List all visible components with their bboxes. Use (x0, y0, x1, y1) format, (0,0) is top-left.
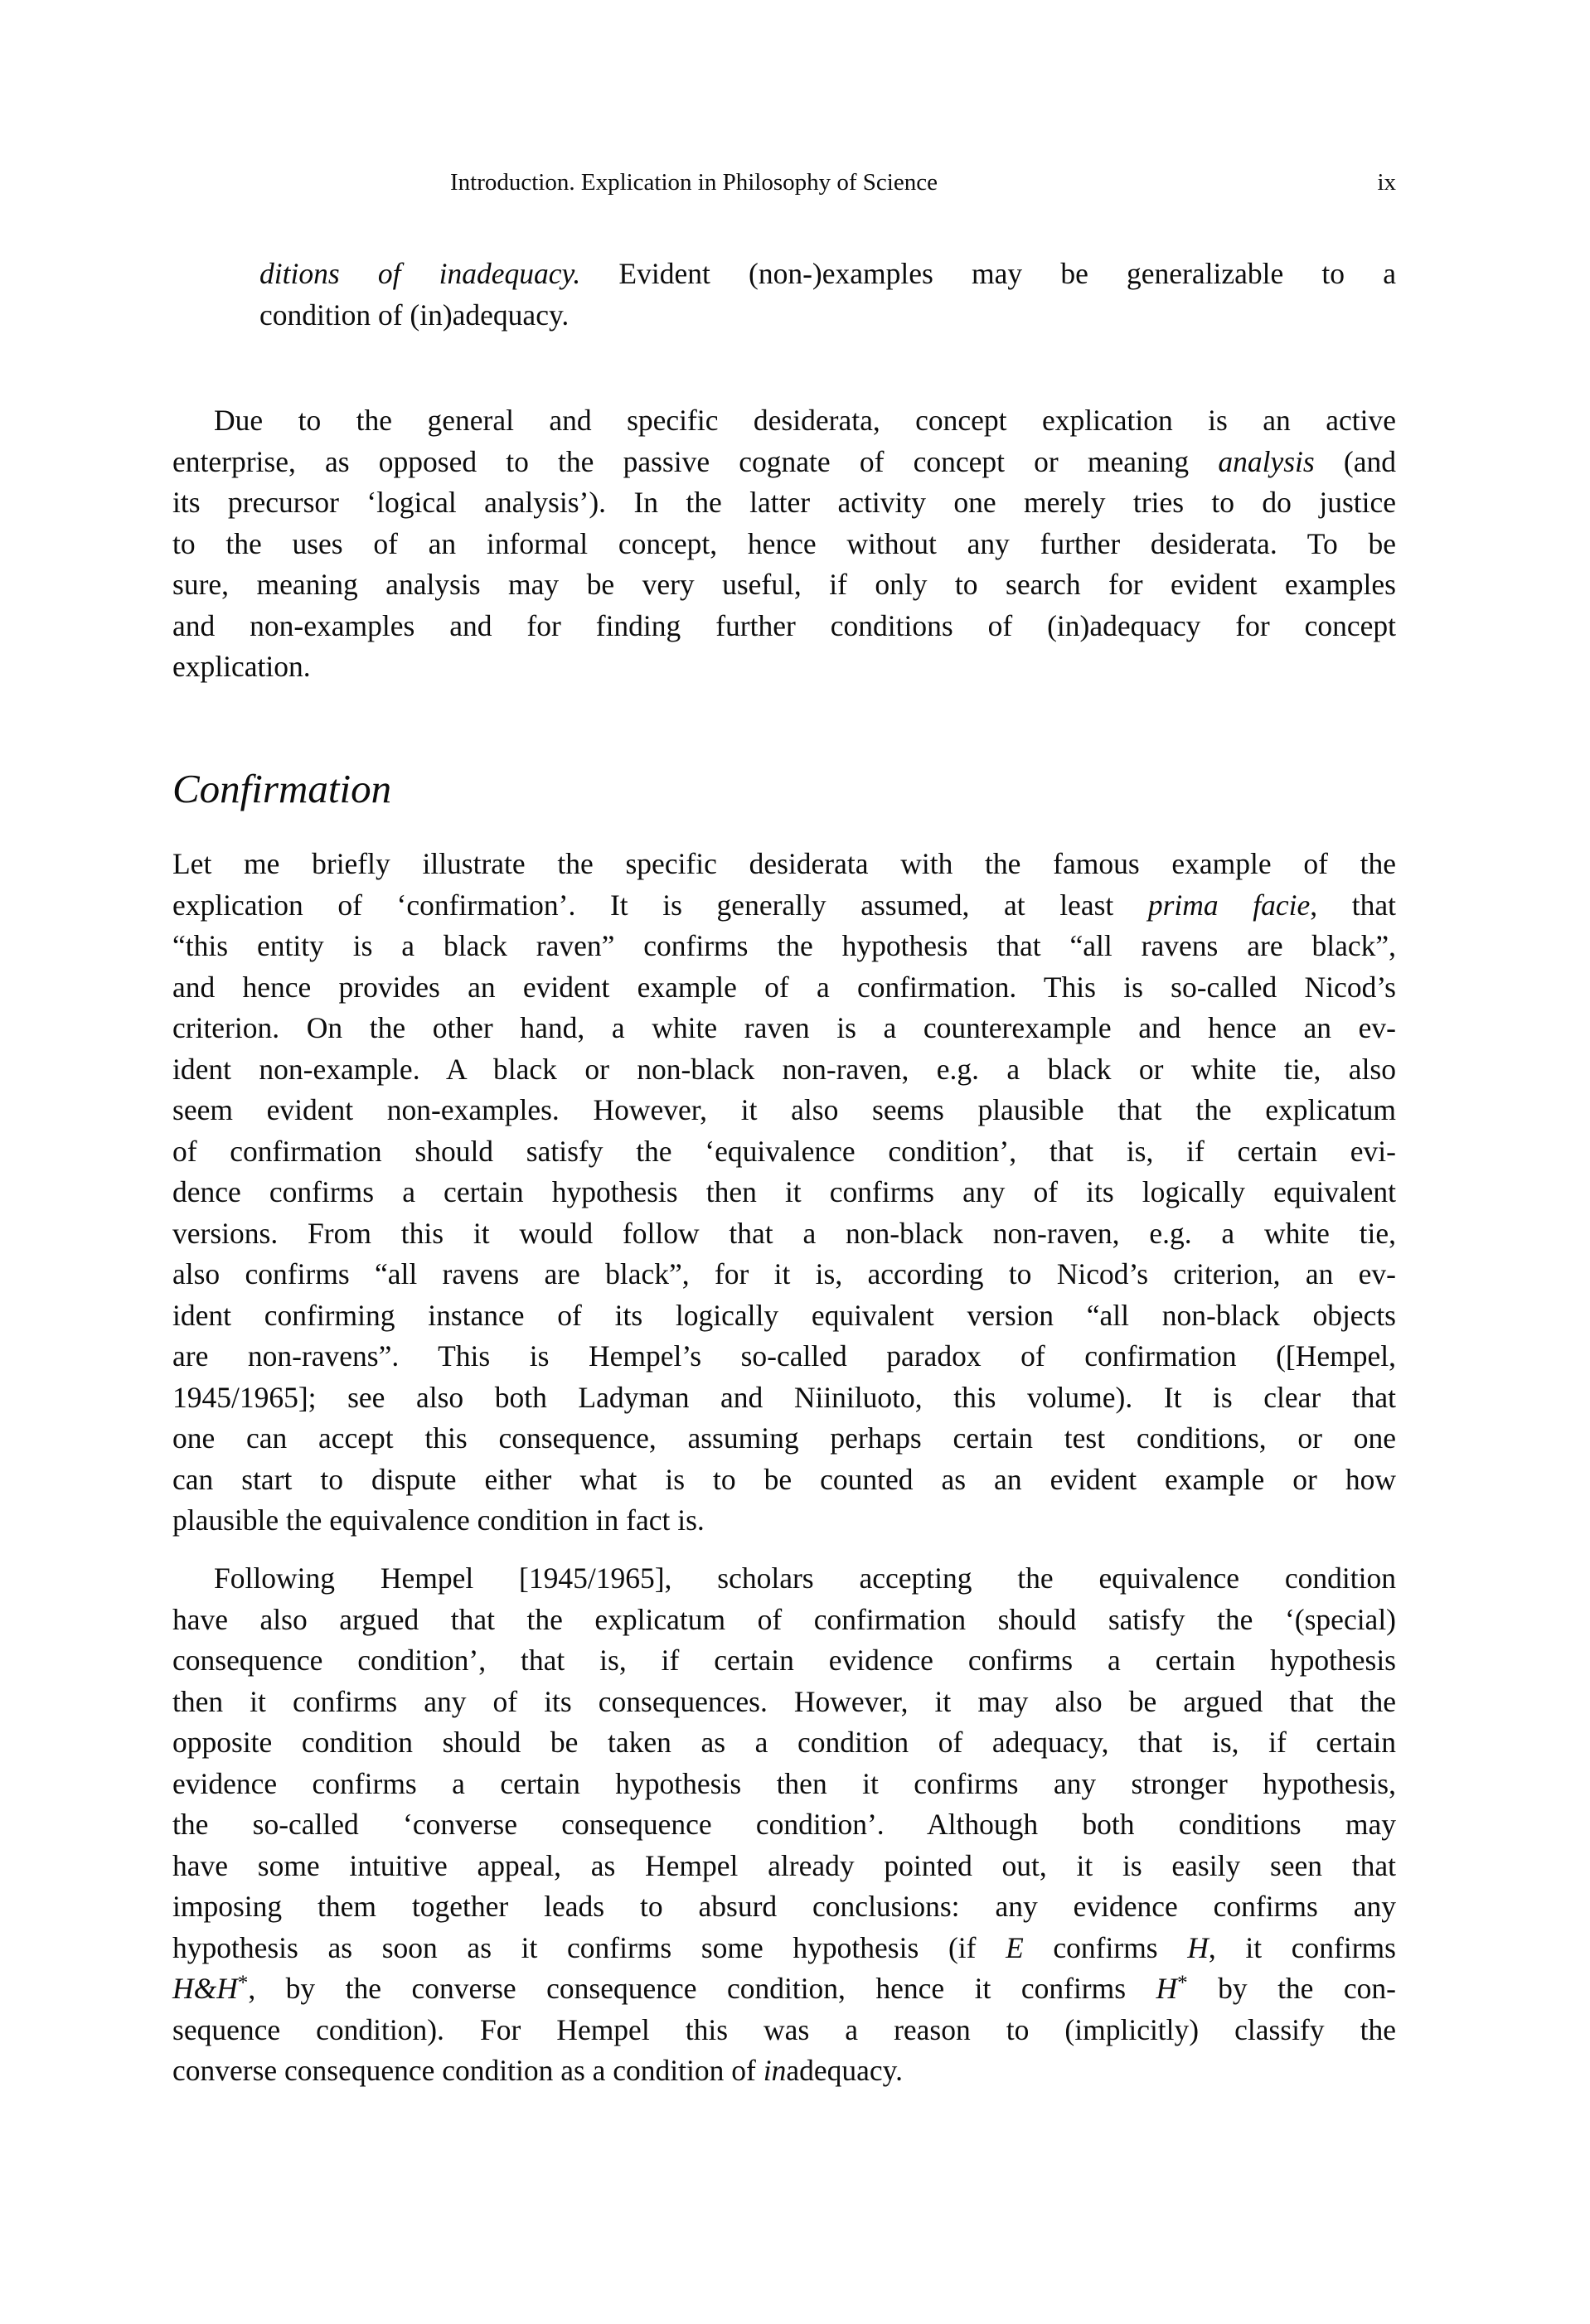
paragraph-consequence-conditions (172, 1558, 1396, 2092)
text-line: Let me briefly illustrate the specific desiderata with the famous example of the (172, 847, 1396, 880)
text-line: the so-called ‘converse consequence condition’. Although both conditions may (172, 1808, 1396, 1841)
running-head-title: Introduction. Explication in Philosophy of Science (450, 169, 938, 196)
text-line: Due to the general and specific desiderata, concept explication is an active (214, 404, 1396, 437)
paragraph-confirmation-paradox (172, 844, 1396, 1542)
text-line: explication of ‘confirmation’. It is generally assumed, at least prima facie, that (172, 888, 1396, 922)
list-item-continuation (259, 254, 1396, 336)
paragraph-concept-explication (172, 400, 1396, 688)
text-line: imposing them together leads to absurd conclusions: any evidence confirms any (172, 1890, 1396, 1923)
text-line: converse consequence condition as a condition of inadequacy. (172, 2054, 903, 2087)
text-line: have also argued that the explicatum of confirmation should satisfy the ‘(special) (172, 1602, 1396, 1636)
text-line: to the uses of an informal concept, hence without any further desiderata. To be (172, 526, 1396, 560)
text-line: have some intuitive appeal, as Hempel already pointed out, it is easily seen that (172, 1848, 1396, 1882)
text-line: and non-examples and for finding further conditions of (in)adequacy for concept (172, 608, 1396, 642)
section-heading-confirmation: Confirmation (172, 766, 392, 811)
text-line: opposite condition should be taken as a condition of adequacy, that is, if certain (172, 1726, 1396, 1759)
text-line: “this entity is a black raven” confirms the hypothesis that “all ravens are black”, (172, 929, 1396, 962)
text-line: hypothesis as soon as it confirms some hypothesis (if E confirms H, it confirms (172, 1930, 1396, 1964)
text-line: then it confirms any of its consequences. However, it may also be argued that the (172, 1684, 1396, 1718)
text-line: plausible the equivalence condition in fact is. (172, 1503, 705, 1537)
running-head (172, 164, 1396, 201)
text-line: sure, meaning analysis may be very useful, if only to search for evident examples (172, 568, 1396, 601)
text-line: Following Hempel [1945/1965], scholars accepting the equivalence condition (214, 1561, 1396, 1595)
text-line: ident non-example. A black or non-black non-raven, e.g. a black or white tie, also (172, 1052, 1396, 1086)
text-line: and hence provides an evident example of a confirmation. This is so-called Nicod’s (172, 970, 1396, 1004)
text-line: seem evident non-examples. However, it also seems plausible that the explicatum (172, 1093, 1396, 1126)
text-line: of confirmation should satisfy the ‘equivalence condition’, that is, if certain evi- (172, 1134, 1396, 1168)
text-line: criterion. On the other hand, a white raven is a counterexample and hence an ev- (172, 1011, 1396, 1044)
text-line: sequence condition). For Hempel this was a reason to (implicitly) classify the (172, 2012, 1396, 2046)
text-line: dence confirms a certain hypothesis then it confirms any of its logically equivalent (172, 1175, 1396, 1208)
text-line: H&H*, by the converse consequence condition, hence it confirms H* by the con- (172, 1971, 1396, 2005)
text-line: explication. (172, 650, 311, 683)
text-line: one can accept this consequence, assuming perhaps certain test conditions, or one (172, 1421, 1396, 1455)
page-number: ix (1377, 169, 1396, 196)
text-line: condition of (in)adequacy. (259, 298, 570, 332)
text-line: consequence condition’, that is, if certain evidence confirms a certain hypothesis (172, 1644, 1396, 1677)
text-line: its precursor ‘logical analysis’). In the latter activity one merely tries to do justice (172, 486, 1396, 519)
text-line: 1945/1965]; see also both Ladyman and Niiniluoto, this volume). It is clear that (172, 1380, 1396, 1414)
text-line: are non-ravens”. This is Hempel’s so-called paradox of confirmation ([Hempel, (172, 1339, 1396, 1373)
text-line: evidence confirms a certain hypothesis then it confirms any stronger hypothesis, (172, 1766, 1396, 1800)
text-line: also confirms “all ravens are black”, for it is, according to Nicod’s criterion, an ev- (172, 1257, 1396, 1290)
text-line: ident confirming instance of its logically equivalent version “all non-black objects (172, 1298, 1396, 1332)
text-line: can start to dispute either what is to be counted as an evident example or how (172, 1462, 1396, 1496)
text-line: ditions of inadequacy. Evident (non-)examples may be generalizable to a (259, 257, 1396, 290)
text-line: versions. From this it would follow that a non-black non-raven, e.g. a white tie, (172, 1216, 1396, 1250)
text-line: enterprise, as opposed to the passive cognate of concept or meaning analysis (and (172, 444, 1396, 478)
